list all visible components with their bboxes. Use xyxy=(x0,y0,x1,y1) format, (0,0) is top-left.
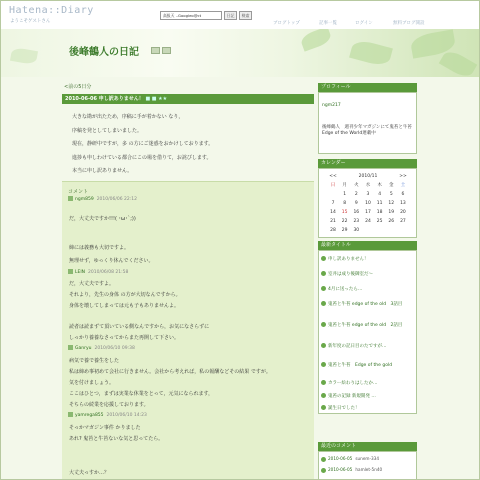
recent-title-item[interactable] xyxy=(321,393,376,399)
recent-title-item[interactable] xyxy=(321,343,387,349)
calendar-week xyxy=(328,217,408,226)
calendar-day: 8 xyxy=(343,201,347,206)
comments-section xyxy=(62,181,314,480)
recent-title-label[interactable]: カラー絵わりはしたか… xyxy=(328,381,378,386)
entry-line: 現在，静研中ですが，多 の方にご迷惑をおかけしております。 xyxy=(72,141,214,147)
entry-bullet-icon xyxy=(321,362,326,367)
comment-author[interactable]: yamrega855 xyxy=(75,413,104,418)
recent-title-label[interactable]: 誕生日でした！ xyxy=(328,406,360,411)
user-icon xyxy=(68,196,73,201)
calendar-next[interactable]: >> xyxy=(399,174,407,179)
weekday: 日 xyxy=(330,183,336,188)
comment-line: 気を付けましょう。 xyxy=(69,380,115,386)
calendar-day xyxy=(386,226,396,235)
weekday: 土 xyxy=(400,183,406,188)
recent-title-item[interactable] xyxy=(321,301,402,307)
hatena-header xyxy=(1,1,480,29)
comment-bullet-icon xyxy=(321,457,326,462)
entry-line: 進捗も申しわけている都合にこの場を借りて，お詫びします。 xyxy=(72,154,212,161)
comment-header xyxy=(68,196,137,202)
recent-title-item[interactable] xyxy=(321,322,402,328)
calendar-day: 25 xyxy=(376,219,383,224)
comment-line: 身体を壊してしまっては元も子もありませんよ。 xyxy=(69,303,180,309)
leaf-decoration xyxy=(349,38,393,68)
calendar-day: 29 xyxy=(341,228,348,233)
recent-title-item[interactable] xyxy=(321,405,360,411)
comment-line: 締には義務も大切ですよ。 xyxy=(69,245,130,251)
calendar-day: 23 xyxy=(353,219,360,224)
entry-bullet-icon xyxy=(321,380,326,385)
leaf-decoration xyxy=(439,48,477,77)
comment-line: そちらの続業を応援しております。 xyxy=(69,402,149,408)
rss-icon[interactable] xyxy=(151,47,160,54)
entry-bullet-icon xyxy=(321,256,326,261)
nav-article-list[interactable]: 記事一覧 xyxy=(319,21,337,26)
recent-title-label[interactable]: 申し訳ありません！ xyxy=(328,257,369,262)
calendar-day: 4 xyxy=(378,192,382,197)
entry-bullet-icon xyxy=(321,393,326,398)
entry-icons[interactable]: ■ ■ ★★ xyxy=(145,96,168,102)
comment-line: 病気で養で養生をした xyxy=(69,358,120,364)
entry-line: 序稿を発としてしまいました。 xyxy=(72,127,143,134)
comment-line: 読者は読まずて頂いている側なんですから，お気になさらずに xyxy=(69,324,210,330)
calendar xyxy=(328,172,408,235)
calendar-day: 20 xyxy=(400,210,406,215)
comment-author[interactable]: LEIN xyxy=(75,270,86,275)
main-column xyxy=(62,77,314,480)
calendar-day xyxy=(398,226,408,235)
nav-blog-top[interactable]: ブログトップ xyxy=(273,21,300,26)
calendar-week xyxy=(328,199,408,208)
comment-date: 2010/06/10 09:38 xyxy=(94,346,135,351)
bookmark-icon[interactable] xyxy=(162,47,171,54)
recent-comment-date[interactable]: 2010-06-05 xyxy=(328,456,353,461)
comment-author[interactable]: ngm859 xyxy=(75,197,94,202)
calendar-week xyxy=(328,226,408,235)
weekday: 木 xyxy=(377,183,382,188)
recent-title-label[interactable]: 鬼苔と牛苔 Edge of the gold xyxy=(328,363,393,368)
sidebar xyxy=(318,77,417,480)
calendar-day: 3 xyxy=(366,192,370,197)
calendar-day: 22 xyxy=(341,219,348,224)
search-diary-button[interactable]: 日記 xyxy=(224,11,237,20)
search-button[interactable]: 検索 xyxy=(239,11,252,20)
comment-date: 2010/06/08 21:58 xyxy=(88,270,129,275)
comment-line: それより，先生の身体 の方が大切なんですから。 xyxy=(69,292,181,298)
calendar-day: 26 xyxy=(388,219,395,224)
comment-date: 2010/06/06 22:12 xyxy=(96,197,138,202)
recent-title-label[interactable]: 室井は成り後御室だ〜 xyxy=(328,272,373,277)
entry-body xyxy=(72,111,312,179)
recent-title-label[interactable]: 鬼苔と牛苔 edge of the old 2話目 xyxy=(328,323,403,328)
calendar-day: 14 xyxy=(330,210,336,215)
blog-title[interactable]: 後峰鶴人の日記 xyxy=(69,47,139,58)
comment-header xyxy=(68,269,128,275)
entry-bullet-icon xyxy=(321,405,326,410)
calendar-day xyxy=(363,226,373,235)
welcome-text: ようこそゲストさん xyxy=(10,19,51,24)
comment-header xyxy=(68,345,135,351)
calendar-day: 28 xyxy=(330,228,336,233)
calendar-day: 18 xyxy=(376,210,383,215)
calendar-day: 24 xyxy=(365,219,371,224)
calendar-day: 16 xyxy=(353,210,360,215)
calendar-week xyxy=(328,190,408,199)
entry-bullet-icon xyxy=(321,343,326,348)
calendar-prev[interactable]: << xyxy=(329,174,337,179)
entry-line: 本当に申し訳ありません。 xyxy=(72,168,133,174)
calendar-day: 6 xyxy=(401,192,405,197)
user-icon xyxy=(68,412,73,417)
calendar-day xyxy=(375,226,385,235)
comment-line: だ，大丈夫ですか!!!( ･ω･`;)) xyxy=(69,216,136,222)
comment-header xyxy=(68,412,147,418)
entry-bullet-icon xyxy=(321,322,326,327)
weekday: 金 xyxy=(389,183,394,188)
comment-line: だ，大丈夫ですよ。 xyxy=(69,281,115,287)
recent-comment-user[interactable]: sunem-334 xyxy=(355,456,379,461)
calendar-month: 2010/11 xyxy=(358,174,378,179)
comment-author[interactable]: Ganryu xyxy=(75,346,92,351)
profile-header: プロフィール xyxy=(318,83,417,92)
calendar-day: 15 xyxy=(341,210,348,215)
comment-bullet-icon xyxy=(321,468,326,473)
comment-line: 私は締め事初めて会社に行きません。会社から考えれば，私の報酬などその結果 ですが。 xyxy=(69,369,271,375)
recent-title-item[interactable] xyxy=(321,271,373,277)
search-input[interactable]: 高級天 ..Googleo@ct xyxy=(160,11,222,20)
leaf-decoration xyxy=(299,29,333,52)
calendar-nav xyxy=(328,172,408,181)
calendar-day: 10 xyxy=(365,201,371,206)
user-icon xyxy=(68,345,73,350)
recent-title-label[interactable]: 新年度の記日目のたですが… xyxy=(328,344,387,349)
comment-line: 無理せず，ゆっくり休んでください。 xyxy=(69,258,154,264)
calendar-day: 17 xyxy=(365,210,371,215)
entry-title[interactable]: 2010-06-06 申し訳ありません！ xyxy=(65,96,144,102)
recent-title-item[interactable] xyxy=(321,256,369,262)
comment-date: 2010/06/10 14:23 xyxy=(106,413,147,418)
comment-line: ここはひとつ，まずは実業な休業をとって，元気になられます， xyxy=(69,391,214,397)
nav-create-blog[interactable]: 無料ブログ開設 xyxy=(393,21,425,26)
comments-title: コメント xyxy=(68,189,89,195)
calendar-day: 2 xyxy=(354,192,358,197)
comment-line: あれ? 鬼苔と牛苔ないな気と思ってたら。 xyxy=(69,436,164,442)
weekday: 水 xyxy=(365,183,371,188)
entry-line: 大きな勘が出たため，序稿に手が着かない なり， xyxy=(72,114,184,120)
calendar-day: 19 xyxy=(388,210,395,215)
calendar-day: 1 xyxy=(343,192,347,197)
recent-comments-header: 最近のコメント xyxy=(318,442,417,451)
calendar-weekdays xyxy=(328,181,408,190)
recent-comment-item[interactable] xyxy=(321,456,379,462)
profile-box xyxy=(318,92,417,154)
comment-line: 大丈夫っすか…？ xyxy=(69,470,110,476)
calendar-day: 9 xyxy=(354,201,358,206)
calendar-day: 11 xyxy=(376,201,383,206)
recent-title-label[interactable]: 4月に送ったら… xyxy=(328,287,363,292)
calendar-day: 30 xyxy=(353,228,360,233)
leaf-decoration xyxy=(10,47,38,65)
prev-days-link[interactable]: <前の5日分 xyxy=(64,84,92,90)
entry-bullet-icon xyxy=(321,286,326,291)
recent-comment-user[interactable]: hamlet-5n40 xyxy=(355,467,383,472)
recent-title-label[interactable]: 鬼苔と牛苔 edge of the old 3話目 xyxy=(328,302,403,307)
calendar-day xyxy=(328,190,338,199)
recent-title-item[interactable] xyxy=(321,286,362,292)
weekday: 月 xyxy=(342,183,347,188)
calendar-day: 13 xyxy=(400,201,406,206)
hatena-logo[interactable]: Hatena::Diary xyxy=(9,5,94,16)
calendar-header: カレンダー xyxy=(318,159,417,168)
entry-bullet-icon xyxy=(321,271,326,276)
recent-title-item[interactable] xyxy=(321,362,392,368)
nav-login[interactable]: ログイン xyxy=(355,21,373,26)
recent-comment-date[interactable]: 2010-06-05 xyxy=(328,467,353,472)
entry-header xyxy=(62,94,314,104)
calendar-day: 5 xyxy=(389,192,393,197)
recent-title-item[interactable] xyxy=(321,380,378,386)
calendar-day: 12 xyxy=(388,201,395,206)
comment-line: そっかマガジン事件 かりました xyxy=(69,425,141,431)
profile-text: 後峰鶴人 週刊少年マガジンにて鬼苔と牛苔Edge of the World連載中 xyxy=(322,125,412,136)
recent-title-label[interactable]: 鬼苔の記録 新規開発 … xyxy=(328,394,376,399)
calendar-day: 27 xyxy=(400,219,406,224)
weekday: 火 xyxy=(354,183,359,188)
profile-name[interactable]: ngm217 xyxy=(322,103,341,108)
entry-bullet-icon xyxy=(321,301,326,306)
calendar-day: 21 xyxy=(330,219,336,224)
comment-line: しっかり養養なさってからまた再開して下さい。 xyxy=(69,335,180,341)
calendar-day: 7 xyxy=(331,201,335,206)
user-icon xyxy=(68,269,73,274)
calendar-week xyxy=(328,208,408,217)
recent-comment-item[interactable] xyxy=(321,467,382,473)
recent-titles-header: 最新タイトル xyxy=(318,241,417,250)
